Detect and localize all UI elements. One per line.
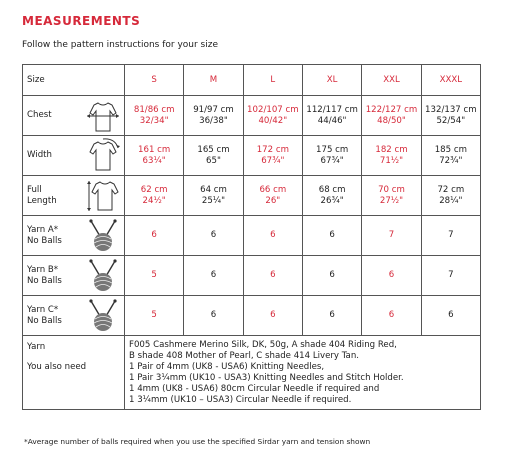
- chest-m: 91/97 cm 36/38": [184, 96, 243, 136]
- size-l: L: [243, 65, 302, 96]
- yarn-b-row: [23, 256, 481, 296]
- yarn-b-l: 6: [243, 256, 302, 296]
- size-s: S: [125, 65, 184, 96]
- you-also-need-label: You also need: [27, 361, 87, 372]
- yarn-b-xl: 6: [302, 256, 361, 296]
- size-header-row: [23, 65, 481, 96]
- yarn-c-m: 6: [184, 296, 243, 336]
- chest-s: 81/86 cm 32/34": [125, 96, 184, 136]
- width-row: [23, 136, 481, 176]
- size-xl: XL: [302, 65, 361, 96]
- yarn-a-row: [23, 216, 481, 256]
- yarn-a-l: 6: [243, 216, 302, 256]
- width-label: Width: [27, 150, 52, 161]
- yarn-c-xxl: 6: [362, 296, 421, 336]
- chest-row: [23, 96, 481, 136]
- width-measure-icon: [85, 138, 121, 174]
- yarn-c-s: 5: [125, 296, 184, 336]
- yarn-c-l: 6: [243, 296, 302, 336]
- yarn-b-label-cell: [23, 256, 125, 296]
- length-m: 64 cm 25¼": [184, 176, 243, 216]
- yarn-a-xxxl: 7: [421, 216, 480, 256]
- chest-l: 102/107 cm 40/42": [243, 96, 302, 136]
- width-s: 161 cm 63¼": [125, 136, 184, 176]
- width-label-cell: [23, 136, 125, 176]
- size-m: M: [184, 65, 243, 96]
- length-label: Full Length: [27, 184, 57, 206]
- yarn-b-label: Yarn B* No Balls: [27, 264, 62, 286]
- size-xxl: XXL: [362, 65, 421, 96]
- chest-xxxl: 132/137 cm 52/54": [421, 96, 480, 136]
- yarn-ball-icon: [85, 218, 121, 254]
- size-xxxl: XXXL: [421, 65, 480, 96]
- length-l: 66 cm 26": [243, 176, 302, 216]
- length-xxxl: 72 cm 28¼": [421, 176, 480, 216]
- yarn-b-s: 5: [125, 256, 184, 296]
- page-title: MEASUREMENTS: [22, 14, 141, 28]
- width-l: 172 cm 67¾": [243, 136, 302, 176]
- width-xxl: 182 cm 71½": [362, 136, 421, 176]
- notes-line: 1 Pair of 4mm (UK8 - USA6) Knitting Needles,: [129, 361, 325, 372]
- yarn-a-m: 6: [184, 216, 243, 256]
- width-m: 165 cm 65": [184, 136, 243, 176]
- length-xl: 68 cm 26¾": [302, 176, 361, 216]
- measurements-table: [22, 64, 481, 410]
- yarn-ball-icon: [85, 258, 121, 294]
- page-subtitle: Follow the pattern instructions for your size: [22, 40, 219, 50]
- yarn-b-xxxl: 7: [421, 256, 480, 296]
- yarn-c-xxxl: 6: [421, 296, 480, 336]
- yarn-a-xl: 6: [302, 216, 361, 256]
- width-xl: 175 cm 67¾": [302, 136, 361, 176]
- notes-text: [125, 336, 481, 410]
- length-xxl: 70 cm 27½": [362, 176, 421, 216]
- yarn-c-label: Yarn C* No Balls: [27, 304, 62, 326]
- yarn-a-xxl: 7: [362, 216, 421, 256]
- yarn-a-label: Yarn A* No Balls: [27, 224, 62, 246]
- footnote: *Average number of balls required when you use the specified Sirdar yarn and tension shown: [24, 437, 371, 446]
- chest-label-cell: [23, 96, 125, 136]
- length-s: 62 cm 24½": [125, 176, 184, 216]
- yarn-ball-icon: [85, 298, 121, 334]
- chest-xxl: 122/127 cm 48/50": [362, 96, 421, 136]
- yarn-b-m: 6: [184, 256, 243, 296]
- length-label-cell: [23, 176, 125, 216]
- yarn-notes-label: Yarn: [27, 342, 46, 352]
- yarn-b-xxl: 6: [362, 256, 421, 296]
- yarn-c-label-cell: [23, 296, 125, 336]
- notes-line: F005 Cashmere Merino Silk, DK, 50g, A shade 404 Riding Red,: [129, 340, 397, 350]
- length-row: [23, 176, 481, 216]
- notes-line: 1 3¼mm (UK10 – USA3) Circular Needle if required.: [129, 394, 352, 405]
- size-header-label: Size: [23, 65, 125, 96]
- notes-labels: [23, 336, 125, 410]
- chest-label: Chest: [27, 110, 52, 121]
- length-measure-icon: [85, 178, 121, 214]
- yarn-a-label-cell: [23, 216, 125, 256]
- notes-row: [23, 336, 481, 410]
- width-xxxl: 185 cm 72¾": [421, 136, 480, 176]
- yarn-c-row: [23, 296, 481, 336]
- chest-measure-icon: [85, 98, 121, 134]
- notes-line: 1 Pair 3¼mm (UK10 - USA3) Knitting Needles and Stitch Holder.: [129, 372, 404, 383]
- yarn-a-s: 6: [125, 216, 184, 256]
- yarn-c-xl: 6: [302, 296, 361, 336]
- chest-xl: 112/117 cm 44/46": [302, 96, 361, 136]
- notes-line: 1 4mm (UK8 - USA6) 80cm Circular Needle if required and: [129, 383, 380, 394]
- notes-line: B shade 408 Mother of Pearl, C shade 414 Livery Tan.: [129, 350, 359, 361]
